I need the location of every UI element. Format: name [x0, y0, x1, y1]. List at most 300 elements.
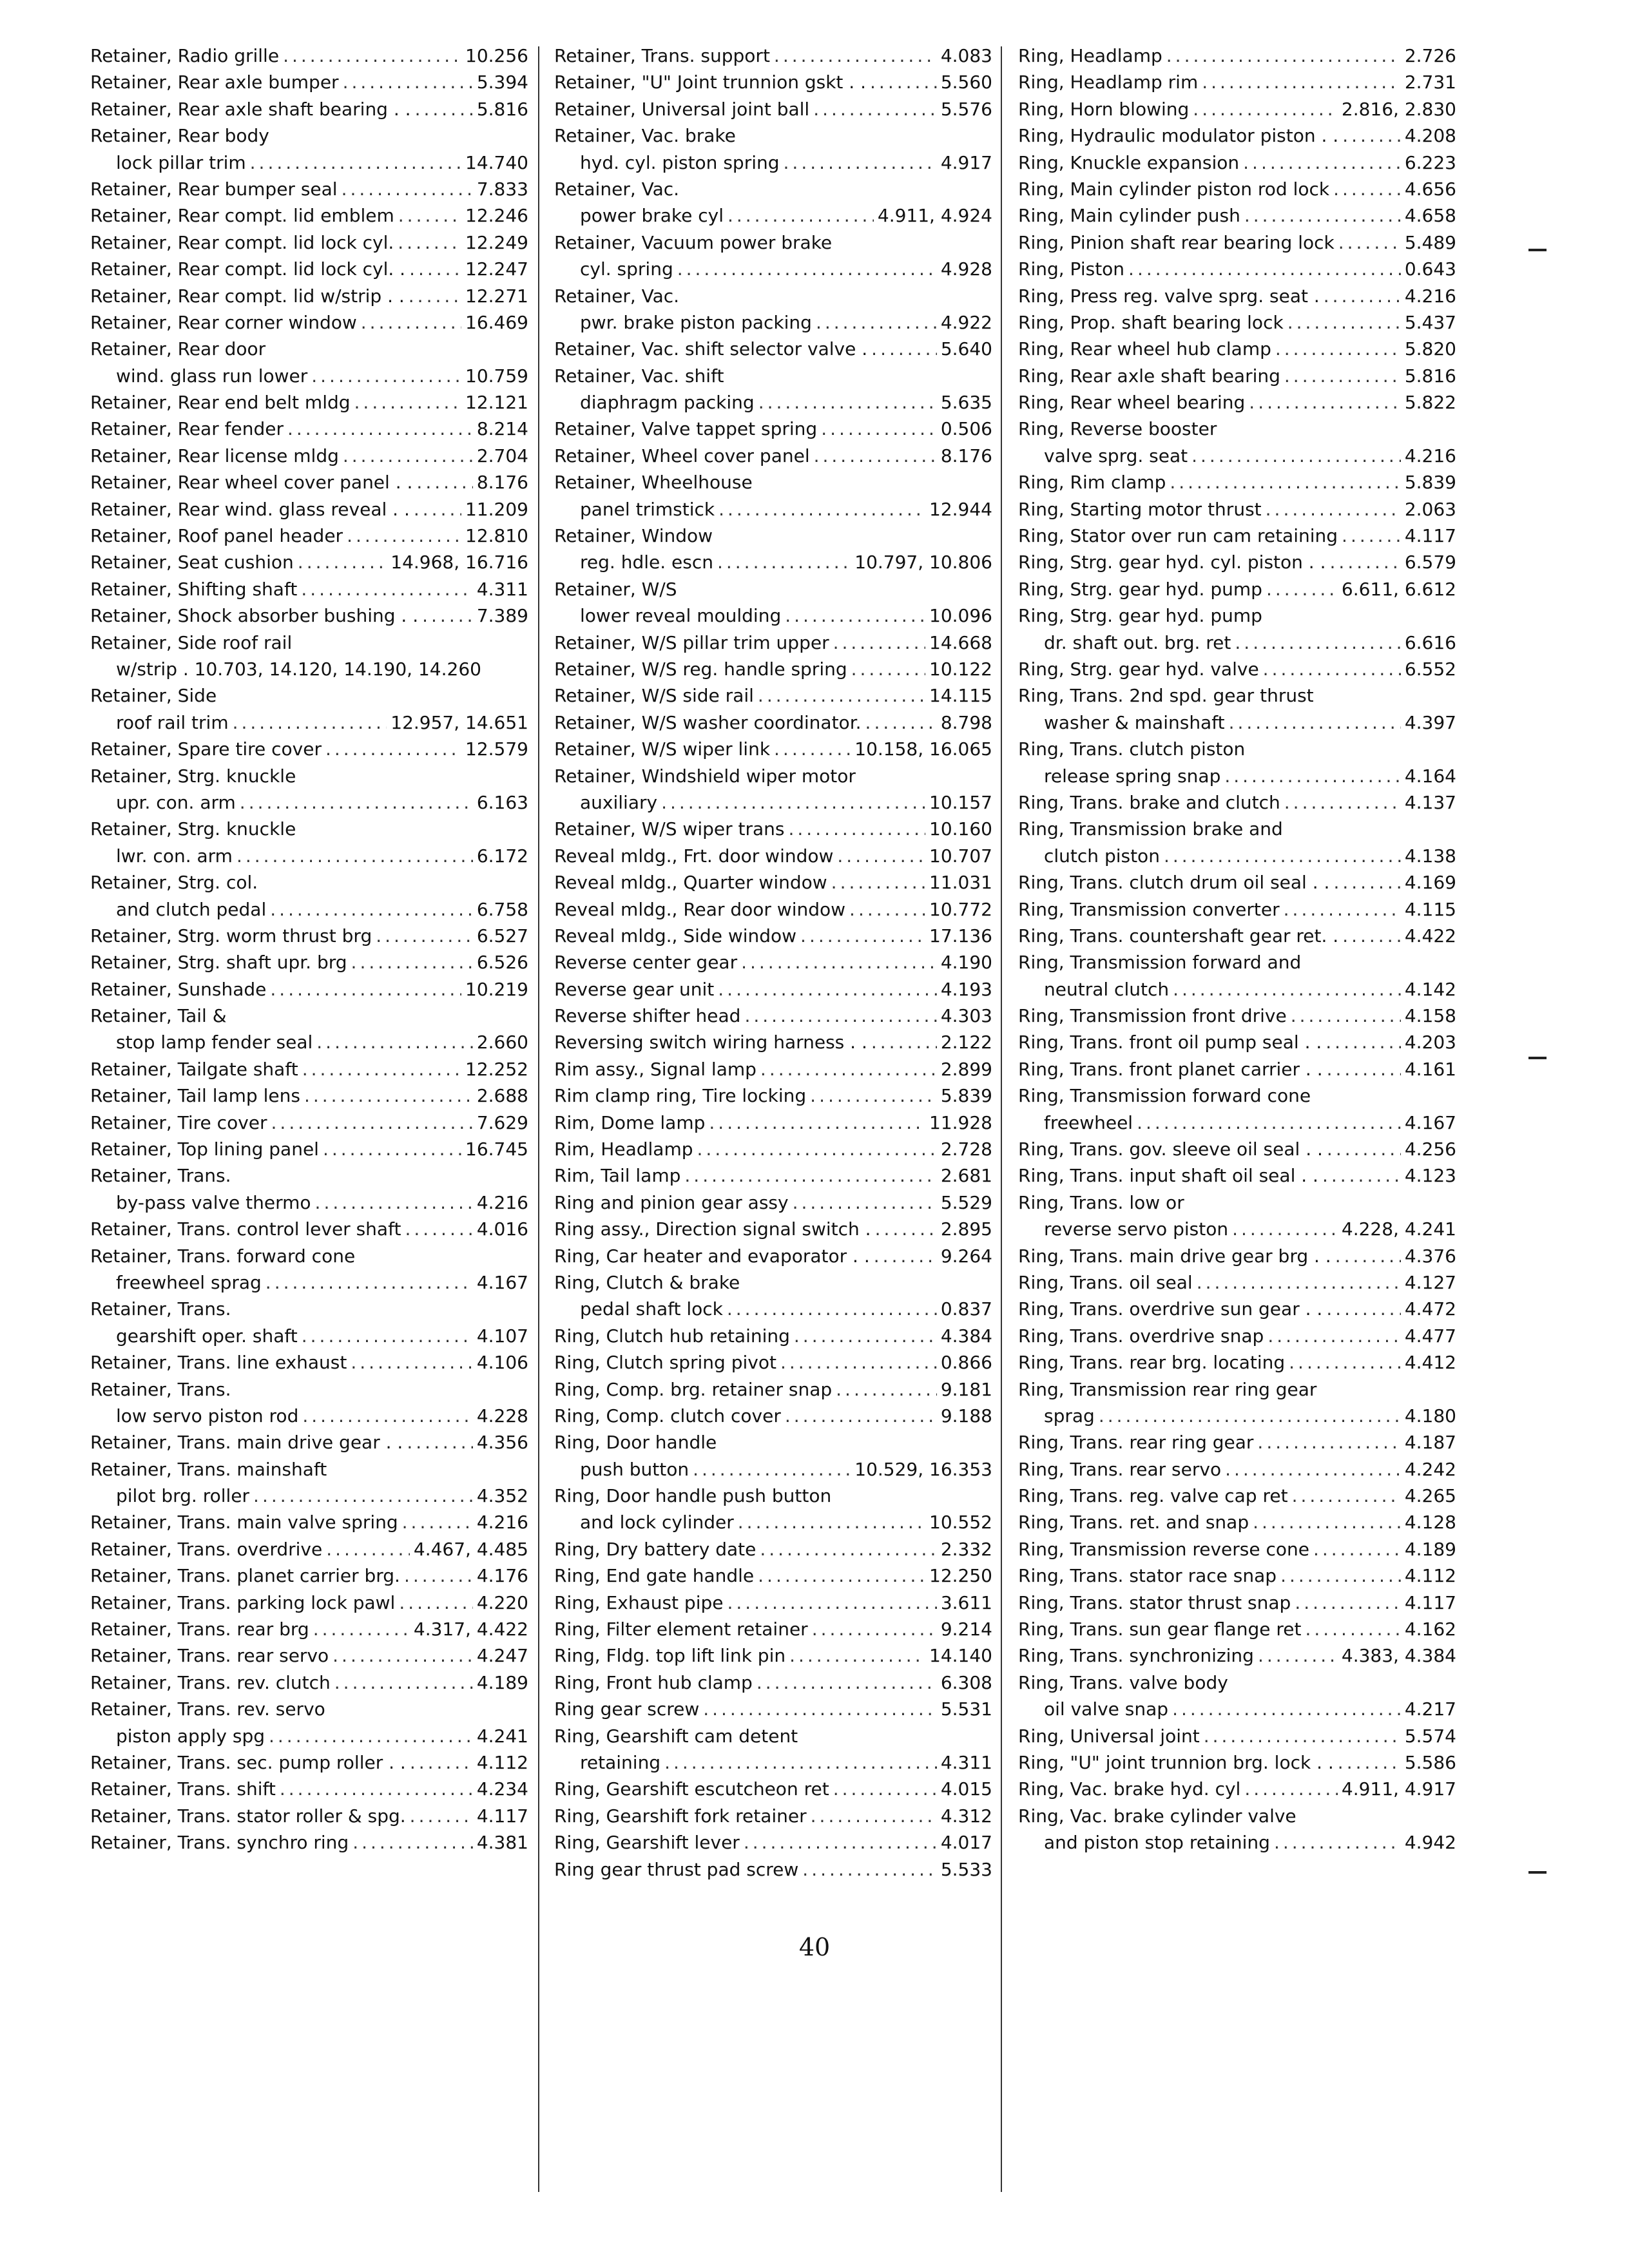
index-entry — [90, 1776, 528, 1802]
entry-name: Ring, Trans. brake and clutch — [1018, 791, 1280, 813]
entry-name: Ring, Gearshift lever — [554, 1832, 740, 1854]
entry-name: Ring, Door handle — [554, 1432, 717, 1454]
leader-dots — [1295, 1590, 1401, 1616]
entry-page-ref: 2.899 — [940, 1058, 992, 1080]
index-entry — [1018, 1829, 1456, 1856]
index-entry — [1018, 1296, 1456, 1322]
leader-dots — [402, 1509, 473, 1535]
leader-dots — [760, 1536, 936, 1562]
entry-name: pwr. brake piston packing — [580, 311, 812, 333]
entry-name: Retainer, Wheelhouse — [554, 472, 753, 494]
leader-dots — [727, 1296, 937, 1322]
entry-page-ref: 4.383, 4.384 — [1341, 1645, 1456, 1667]
index-entry — [90, 1562, 528, 1589]
leader-dots — [398, 229, 461, 256]
index-entry — [1018, 1376, 1456, 1403]
leader-dots — [1292, 1483, 1401, 1509]
entry-name: hyd. cyl. piston spring — [580, 151, 780, 173]
entry-name: Retainer, Strg. col. — [90, 872, 258, 894]
entry-name: Ring, Strg. gear hyd. pump — [1018, 605, 1262, 627]
leader-dots — [304, 1082, 473, 1109]
leader-dots — [703, 1696, 937, 1722]
entry-name: Retainer, Trans. rev. servo — [90, 1698, 325, 1720]
entry-name: auxiliary — [580, 791, 658, 813]
index-entry — [554, 949, 992, 975]
entry-name: Ring, Comp. brg. retainer snap — [554, 1378, 833, 1400]
entry-name: Ring, Knuckle expansion — [1018, 151, 1240, 173]
index-entry — [554, 256, 992, 282]
index-entry — [554, 682, 992, 709]
leader-dots — [849, 896, 925, 923]
entry-page-ref: 10.759 — [465, 365, 528, 387]
index-entry — [554, 1456, 992, 1483]
index-entry — [1018, 1590, 1456, 1616]
leader-dots — [409, 256, 461, 282]
leader-dots — [240, 789, 473, 816]
entry-name: Reveal mldg., Side window — [554, 925, 797, 947]
index-entry — [90, 1376, 528, 1403]
index-entry — [1018, 1029, 1456, 1055]
entry-name: Ring, Trans. reg. valve cap ret — [1018, 1485, 1288, 1507]
index-entry — [1018, 96, 1456, 122]
entry-page-ref: 4.356 — [476, 1432, 528, 1454]
index-entry — [1018, 469, 1456, 495]
entry-name: Ring, Rear wheel bearing — [1018, 392, 1246, 414]
entry-page-ref: 5.820 — [1404, 338, 1456, 360]
entry-page-ref: 4.216 — [476, 1512, 528, 1533]
index-entry — [1018, 336, 1456, 362]
entry-page-ref: 6.527 — [476, 925, 528, 947]
entry-page-ref: 12.247 — [465, 258, 528, 280]
leader-dots — [1197, 1269, 1401, 1296]
index-entry — [554, 709, 992, 736]
leader-dots — [709, 1110, 925, 1136]
entry-name: Ring, Prop. shaft bearing lock — [1018, 311, 1284, 333]
leader-dots — [785, 602, 925, 629]
index-entry — [554, 1269, 992, 1296]
entry-name: Retainer, Rear bumper seal — [90, 178, 338, 200]
entry-page-ref: 4.216 — [476, 1191, 528, 1213]
index-entry — [1018, 202, 1456, 229]
entry-page-ref: 16.745 — [465, 1139, 528, 1160]
leader-dots — [325, 736, 461, 762]
entry-name: release spring snap — [1044, 765, 1221, 787]
leader-dots — [1284, 363, 1401, 389]
leader-dots — [311, 363, 461, 389]
entry-page-ref: 12.957, 14.651 — [390, 711, 528, 733]
index-entry — [554, 896, 992, 923]
index-entry — [554, 629, 992, 656]
entry-page-ref: 10.529, 16.353 — [854, 1458, 992, 1480]
leader-dots — [744, 1003, 936, 1029]
leader-dots — [416, 469, 472, 495]
entry-name: Retainer, Vac. shift — [554, 365, 724, 387]
entry-name: Ring, Hydraulic modulator piston . . — [1018, 125, 1339, 147]
leader-dots — [758, 1562, 925, 1589]
entry-page-ref: 4.164 — [1404, 765, 1456, 787]
entry-page-ref: 14.140 — [929, 1645, 992, 1667]
leader-dots — [833, 1776, 937, 1802]
entry-name: Ring, Trans. sun gear flange ret — [1018, 1619, 1302, 1640]
leader-dots — [271, 1110, 473, 1136]
index-entry — [1018, 1696, 1456, 1722]
entry-page-ref: 8.214 — [476, 418, 528, 440]
entry-name: freewheel sprag — [116, 1271, 262, 1293]
entry-page-ref: 4.083 — [940, 45, 992, 66]
entry-page-ref: 14.668 — [929, 631, 992, 653]
column-divider — [538, 46, 539, 2192]
entry-name: low servo piston rod — [116, 1405, 299, 1427]
entry-name: Retainer, W/S — [554, 578, 677, 600]
index-entry — [90, 1723, 528, 1749]
entry-name: Retainer, Tailgate shaft — [90, 1058, 298, 1080]
entry-page-ref: 6.758 — [476, 898, 528, 920]
entry-page-ref: 2.660 — [476, 1032, 528, 1053]
index-entry — [554, 416, 992, 442]
entry-page-ref: 6.611, 6.612 — [1341, 578, 1456, 600]
index-entry — [1018, 443, 1456, 469]
leader-dots — [1266, 496, 1401, 523]
entry-name: Retainer, W/S washer coordinator. — [554, 711, 862, 733]
index-entry — [1018, 1082, 1456, 1109]
index-entry — [1018, 416, 1456, 442]
index-entry — [90, 1189, 528, 1216]
index-entry — [1018, 896, 1456, 923]
index-entry — [90, 1456, 528, 1483]
index-entry — [90, 602, 528, 629]
index-entry — [1018, 1323, 1456, 1349]
entry-name: Retainer, Sunshade — [90, 978, 267, 1000]
index-entry — [554, 1323, 992, 1349]
entry-name: Ring, Trans. countershaft gear ret. . — [1018, 925, 1339, 947]
index-entry — [1018, 789, 1456, 816]
leader-dots — [409, 283, 461, 309]
leader-dots — [774, 43, 937, 69]
leader-dots — [1291, 1003, 1401, 1029]
leader-dots — [1342, 523, 1401, 549]
index-entry — [1018, 43, 1456, 69]
entry-name: Ring, End gate handle — [554, 1565, 755, 1587]
leader-dots — [405, 1216, 472, 1242]
leader-dots — [794, 1323, 937, 1349]
entry-name: diaphragm packing — [580, 392, 755, 414]
entry-name: Retainer, Valve tappet spring — [554, 418, 818, 440]
leader-dots — [784, 149, 937, 176]
index-entry — [90, 1616, 528, 1642]
index-entry — [554, 1723, 992, 1749]
entry-page-ref: 4.217 — [1404, 1698, 1456, 1720]
leader-dots — [410, 1749, 473, 1776]
index-entry — [554, 336, 992, 362]
entry-page-ref: 4.467, 4.485 — [413, 1538, 528, 1560]
index-entry — [1018, 1456, 1456, 1483]
leader-dots — [793, 1189, 937, 1216]
entry-page-ref: 5.586 — [1404, 1752, 1456, 1773]
leader-dots — [415, 96, 473, 122]
entry-name: Retainer, W/S wiper trans — [554, 818, 785, 840]
entry-page-ref: 5.816 — [476, 98, 528, 120]
entry-name: Ring, Strg. gear hyd. valve — [1018, 658, 1259, 680]
entry-name: Ring, Headlamp — [1018, 45, 1162, 66]
index-entry — [554, 1189, 992, 1216]
entry-page-ref: 4.190 — [940, 952, 992, 974]
index-entry — [90, 1323, 528, 1349]
index-entry — [90, 1829, 528, 1856]
index-entry — [1018, 523, 1456, 549]
leader-dots — [253, 1483, 473, 1509]
entry-name: Ring, Headlamp rim — [1018, 72, 1199, 93]
entry-name: Ring, Trans. valve body — [1018, 1671, 1228, 1693]
leader-dots — [760, 1056, 937, 1082]
index-entry — [554, 1483, 992, 1509]
entry-name: Retainer, Wheel cover panel — [554, 445, 810, 466]
index-entry — [1018, 763, 1456, 789]
entry-page-ref: 2.122 — [940, 1032, 992, 1053]
leader-dots — [351, 1349, 472, 1376]
entry-page-ref: 16.469 — [465, 311, 528, 333]
entry-page-ref: 12.246 — [465, 205, 528, 227]
leader-dots — [744, 1829, 937, 1856]
entry-page-ref: 4.137 — [1404, 791, 1456, 813]
leader-dots — [313, 1616, 410, 1642]
entry-name: Retainer, Rear end belt mldg — [90, 392, 351, 414]
entry-name: and clutch pedal — [116, 898, 267, 920]
entry-name: Ring, Transmission brake and — [1018, 818, 1283, 840]
index-entry — [554, 789, 992, 816]
entry-page-ref: 10.219 — [465, 978, 528, 1000]
entry-page-ref: 4.189 — [476, 1671, 528, 1693]
entry-name: Retainer, Roof panel header — [90, 525, 343, 547]
index-entry — [1018, 122, 1456, 149]
entry-page-ref: 4.412 — [1404, 1352, 1456, 1374]
entry-name: Retainer, Trans. forward cone — [90, 1245, 356, 1267]
index-entry — [554, 496, 992, 523]
entry-page-ref: 10.797, 10.806 — [854, 552, 992, 573]
entry-name: Retainer, Trans. sec. pump roller . . — [90, 1752, 406, 1773]
index-entry — [90, 96, 528, 122]
leader-dots — [283, 43, 461, 69]
leader-dots — [1327, 1136, 1401, 1162]
leader-dots — [831, 869, 925, 896]
leader-dots — [1224, 763, 1400, 789]
leader-dots — [664, 1749, 937, 1776]
index-entry — [90, 389, 528, 416]
entry-name: washer & mainshaft — [1044, 711, 1225, 733]
index-entry — [554, 202, 992, 229]
leader-dots — [1263, 656, 1401, 682]
entry-page-ref: 4.016 — [476, 1218, 528, 1240]
entry-name: Retainer, W/S pillar trim upper — [554, 631, 829, 653]
entry-name: lower reveal moulding — [580, 605, 782, 627]
index-entry — [554, 1616, 992, 1642]
index-entry — [1018, 1749, 1456, 1776]
index-entry — [90, 229, 528, 256]
index-entry — [90, 149, 528, 176]
index-entry — [90, 709, 528, 736]
entry-page-ref: 4.312 — [940, 1805, 992, 1827]
entry-page-ref: 10.157 — [929, 791, 992, 813]
index-entry — [90, 923, 528, 949]
entry-name: Retainer, Trans. control lever shaft — [90, 1218, 401, 1240]
entry-name: Ring, Gearshift fork retainer — [554, 1805, 807, 1827]
index-entry — [1018, 1162, 1456, 1189]
entry-name: dr. shaft out. brg. ret — [1044, 631, 1231, 653]
index-entry — [90, 469, 528, 495]
index-entry — [1018, 816, 1456, 842]
entry-page-ref: 10.158, 16.065 — [854, 738, 992, 760]
entry-name: Ring, Trans. stator race snap — [1018, 1565, 1277, 1587]
leader-dots — [270, 896, 473, 923]
index-entry — [554, 229, 992, 256]
index-entry — [90, 1243, 528, 1269]
entry-name: Ring, Trans. synchronizing — [1018, 1645, 1254, 1667]
entry-page-ref: 4.477 — [1404, 1325, 1456, 1347]
leader-dots — [780, 1349, 937, 1376]
index-entry — [554, 523, 992, 549]
index-entry — [90, 416, 528, 442]
index-entry — [1018, 1136, 1456, 1162]
index-entry — [90, 1696, 528, 1722]
entry-page-ref: 4.220 — [476, 1591, 528, 1613]
entry-name: Retainer, Trans. mainshaft — [90, 1458, 327, 1480]
leader-dots — [875, 1216, 937, 1242]
index-entry — [1018, 602, 1456, 629]
index-entry — [1018, 309, 1456, 336]
index-entry — [90, 1536, 528, 1562]
entry-name: Retainer, Trans. parking lock pawl — [90, 1591, 396, 1613]
leader-dots — [1193, 96, 1338, 122]
index-entry — [90, 176, 528, 202]
entry-page-ref: 4.180 — [1404, 1405, 1456, 1427]
index-entry — [1018, 389, 1456, 416]
index-entry — [90, 1162, 528, 1189]
entry-page-ref: 4.127 — [1404, 1271, 1456, 1293]
leader-dots — [871, 1029, 937, 1055]
entry-page-ref: 6.172 — [476, 845, 528, 867]
leader-dots — [269, 1723, 473, 1749]
leader-dots — [1204, 1723, 1401, 1749]
entry-page-ref: 4.208 — [1404, 125, 1456, 147]
entry-name: neutral clutch — [1044, 978, 1170, 1000]
entry-page-ref: 4.117 — [1404, 525, 1456, 547]
entry-page-ref: 4.928 — [940, 258, 992, 280]
entry-name: upr. con. arm — [116, 791, 236, 813]
entry-page-ref: 4.917 — [940, 151, 992, 173]
index-entry — [90, 682, 528, 709]
entry-name: Ring, Vac. brake cylinder valve — [1018, 1805, 1296, 1827]
entry-page-ref: 10.552 — [929, 1512, 992, 1533]
index-entry — [554, 1776, 992, 1802]
entry-name: Ring, Trans. clutch piston — [1018, 738, 1246, 760]
index-entry — [90, 843, 528, 869]
index-entry — [1018, 843, 1456, 869]
entry-name: Retainer, Side roof rail — [90, 631, 293, 653]
entry-name: Ring, Trans. rear servo — [1018, 1458, 1222, 1480]
entry-name: Ring, Trans. input shaft oil seal . . — [1018, 1165, 1318, 1187]
entry-page-ref: 4.216 — [1404, 445, 1456, 466]
entry-name: Retainer, Trans. line exhaust — [90, 1352, 347, 1374]
index-entry — [90, 1429, 528, 1456]
entry-name: Ring, Rear wheel hub clamp — [1018, 338, 1271, 360]
index-entry — [1018, 682, 1456, 709]
index-entry — [90, 549, 528, 575]
index-entry — [1018, 283, 1456, 309]
entry-name: Ring, Trans. clutch drum oil seal . . — [1018, 872, 1330, 894]
index-entry — [554, 976, 992, 1003]
index-entry — [554, 149, 992, 176]
leader-dots — [718, 496, 925, 523]
leader-dots — [1324, 283, 1401, 309]
leader-dots — [774, 736, 851, 762]
entry-name: Retainer, Strg. knuckle — [90, 818, 296, 840]
entry-page-ref: 9.264 — [940, 1245, 992, 1267]
entry-name: Ring, Transmission forward cone — [1018, 1085, 1311, 1107]
entry-name: Ring, Car heater and evaporator . . — [554, 1245, 870, 1267]
entry-page-ref: 4.107 — [476, 1325, 528, 1347]
entry-page-ref: 4.015 — [940, 1778, 992, 1800]
index-entry — [1018, 363, 1456, 389]
entry-page-ref: 4.189 — [1404, 1538, 1456, 1560]
entry-name: Ring, Strg. gear hyd. cyl. piston . . — [1018, 552, 1326, 573]
entry-page-ref: 4.422 — [1404, 925, 1456, 947]
index-entry — [554, 96, 992, 122]
entry-name: Retainer, Radio grille — [90, 45, 280, 66]
entry-page-ref: 4.911, 4.917 — [1341, 1778, 1456, 1800]
entry-name: Retainer, Rear wind. glass reveal . . — [90, 498, 410, 520]
entry-page-ref: 4.303 — [940, 1005, 992, 1027]
margin-mark — [1528, 1871, 1547, 1874]
entry-page-ref: 2.063 — [1404, 498, 1456, 520]
index-entry — [554, 1029, 992, 1055]
leader-dots — [816, 309, 937, 336]
entry-name: Ring, Trans. overdrive sun gear . . — [1018, 1298, 1323, 1320]
index-entry — [1018, 1616, 1456, 1642]
index-entry — [554, 1243, 992, 1269]
index-entry — [1018, 1723, 1456, 1749]
index-entry — [554, 1056, 992, 1082]
entry-name: Ring, Transmission rear ring gear — [1018, 1378, 1317, 1400]
leader-dots — [316, 1029, 473, 1055]
entry-name: Retainer, Rear axle bumper — [90, 72, 339, 93]
entry-name: Rim, Dome lamp — [554, 1111, 706, 1133]
leader-dots — [813, 96, 937, 122]
entry-page-ref: 6.579 — [1404, 552, 1456, 573]
entry-name: piston apply spg — [116, 1725, 265, 1747]
index-entry — [90, 1483, 528, 1509]
entry-name: Ring, Stator over run cam retaining — [1018, 525, 1338, 547]
entry-page-ref: 4.162 — [1404, 1619, 1456, 1640]
index-entry — [1018, 1056, 1456, 1082]
entry-page-ref: 10.707 — [929, 845, 992, 867]
index-entry — [90, 1403, 528, 1429]
entry-name: Ring, Main cylinder piston rod lock — [1018, 178, 1330, 200]
entry-name: Ring, Gearshift escutcheon ret — [554, 1778, 829, 1800]
entry-name: Ring, Exhaust pipe — [554, 1591, 724, 1613]
leader-dots — [865, 709, 937, 736]
index-entry — [1018, 496, 1456, 523]
entry-page-ref: 4.161 — [1404, 1058, 1456, 1080]
leader-dots — [1275, 336, 1401, 362]
index-entry — [1018, 576, 1456, 602]
entry-page-ref: 4.112 — [476, 1752, 528, 1773]
entry-name: Ring assy., Direction signal switch . — [554, 1218, 871, 1240]
entry-name: Retainer, Rear license mldg — [90, 445, 339, 466]
entry-page-ref: 4.241 — [476, 1725, 528, 1747]
entry-name: Retainer, Seat cushion — [90, 552, 294, 573]
index-entry — [554, 1829, 992, 1856]
index-entry — [90, 202, 528, 229]
entry-page-ref: 2.681 — [940, 1165, 992, 1187]
